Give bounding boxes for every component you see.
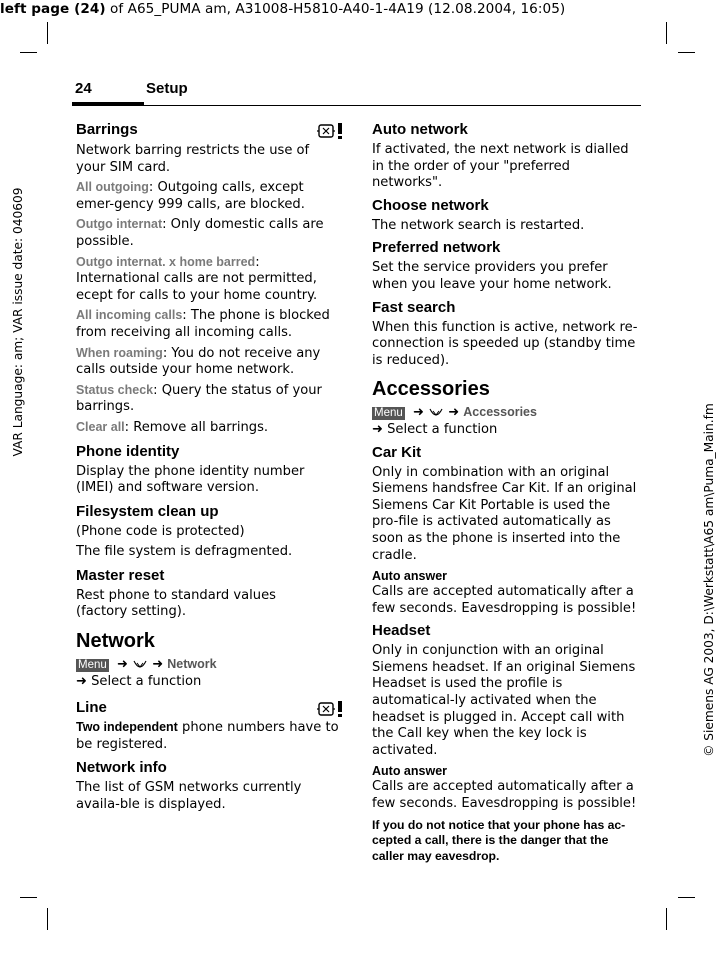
car-kit-title: Car Kit (372, 443, 422, 461)
choose-network-title: Choose network (372, 196, 489, 214)
car-kit-auto-answer-title: Auto answer (372, 569, 448, 584)
barring-item (76, 254, 342, 305)
print-info-bold: left page (24) (0, 1, 106, 17)
network-heading: Network (76, 630, 155, 653)
line-term: Two independent (76, 720, 178, 735)
print-info-line (0, 0, 713, 20)
network-info-title: Network info (76, 759, 167, 777)
var-language-note: VAR Language: am; VAR issue date: 040609 (11, 187, 25, 457)
network-menu-path (76, 656, 342, 674)
barrings-heading (76, 121, 342, 139)
barring-text: : You do not receive any calls outside your home network. (76, 345, 321, 378)
barring-text: : Only domestic calls are possible. (76, 217, 324, 249)
copyright-note: © Siemens AG 2003, D:\Werkstatt\A65 am\Puma_Main.fm (702, 403, 716, 757)
barring-term: Outgo internat. x home barred (76, 254, 256, 269)
arrow-icon: ➜ (152, 657, 164, 673)
headset-auto-answer-text: Calls are accepted automatically after a few seconds. Eavesdropping is possible! (372, 779, 637, 812)
barring-text: : Remove all barrings. (124, 419, 269, 435)
fast-search-title: Fast search (372, 298, 456, 316)
accessories-menu-path (372, 404, 638, 422)
master-reset-line1: Rest phone to standard values (76, 587, 276, 603)
car-kit-text: Only in combination with an original Siemens handsfree Car Kit. If an original Siemens Car Kit Portable is used the pro-file is activated automatically as soon as the phone is inserted into the cradle. (372, 464, 637, 563)
accessories-heading: Accessories (372, 378, 490, 401)
auto-network-text: If activated, the next network is dialled in the order of your "preferred networks". (372, 142, 629, 191)
barring-term: Outgo internat (76, 217, 163, 232)
network-select-text: Select a function (91, 673, 202, 689)
left-column (76, 121, 342, 814)
barring-text: : International calls are not permitted, ecept for calls to your home country. (76, 254, 318, 303)
print-info-rest: of A65_PUMA am, A31008-H5810-A40-1-4A19 (12.08.2004, 16:05) (105, 1, 566, 17)
header-rule (72, 105, 641, 106)
barring-text: : Outgoing calls, except emer-gency 999 calls, are blocked. (76, 180, 305, 212)
filesystem-title: Filesystem clean up (76, 502, 219, 520)
filesystem-line2: The file system is defragmented. (76, 544, 293, 560)
arrow-icon: ➜ (412, 405, 424, 421)
page-number: 24 (75, 80, 92, 97)
line-heading (76, 699, 342, 717)
crop-mark (20, 897, 37, 898)
barring-item (76, 345, 342, 379)
preferred-network-text: Set the service providers you prefer when you leave your home network. (372, 260, 612, 292)
headset-title: Headset (372, 622, 431, 640)
barrings-intro: Network barring restricts the use of your SIM card. (76, 143, 310, 175)
barring-text: : The phone is blocked from receiving all incoming calls. (76, 308, 330, 340)
line-title: Line (76, 699, 107, 717)
barring-text: : Query the status of your barrings. (76, 382, 322, 415)
arrow-icon: ➜ (448, 405, 460, 421)
navigation-key-icon (132, 659, 148, 671)
crop-mark (666, 22, 667, 44)
crop-mark (678, 897, 695, 898)
master-reset-line2: (factory setting). (76, 604, 187, 620)
sim-dependent-icon (316, 122, 346, 145)
barring-item (76, 216, 342, 250)
menu-key-badge: Menu (374, 407, 403, 420)
barring-term: Status check (76, 382, 154, 397)
phone-identity-title: Phone identity (76, 442, 180, 460)
barring-term: All outgoing (76, 180, 149, 195)
network-info-text: The list of GSM networks currently availa-ble is displayed. (76, 780, 302, 813)
barring-term: When roaming (76, 345, 163, 360)
master-reset-title: Master reset (76, 566, 165, 584)
filesystem-line1: (Phone code is protected) (76, 523, 245, 539)
section-title: Setup (146, 80, 188, 97)
menu-key-badge: Menu (78, 659, 107, 672)
right-column (372, 121, 638, 864)
car-kit-auto-answer-text: Calls are accepted automatically after a few seconds. Eavesdropping is possible! (372, 584, 637, 616)
accessories-select-line (372, 422, 638, 439)
fast-search-text: When this function is active, network re-connection is speeded up (standby time is reduced). (372, 319, 638, 368)
phone-identity-text: Display the phone identity number (IMEI) and software version. (76, 463, 305, 496)
line-text (76, 719, 342, 753)
crop-mark (47, 908, 48, 930)
network-path-term: Network (167, 657, 217, 672)
accessories-path-term: Accessories (463, 405, 537, 420)
arrow-icon: ➜ (372, 421, 383, 437)
arrow-icon: ➜ (76, 673, 87, 689)
barring-item (76, 382, 342, 416)
headset-text: Only in conjunction with an original Siemens headset. If an original Siemens Headset is used the profile is automatical-ly activated when the headset is plugged in. Accept call with the Call key when the key lock is activated. (372, 643, 636, 758)
crop-mark (20, 52, 37, 53)
headset-auto-answer-title: Auto answer (372, 764, 448, 779)
crop-mark (47, 22, 48, 44)
barring-item (76, 419, 342, 437)
barrings-title: Barrings (76, 121, 138, 138)
sim-dependent-icon (316, 700, 346, 723)
eavesdrop-warning: If you do not notice that your phone has ac-cepted a call, there is the danger that the caller may eavesdrop. (372, 817, 626, 863)
network-select-line (76, 674, 342, 691)
preferred-network-title: Preferred network (372, 239, 501, 257)
barring-term: Clear all (76, 419, 125, 434)
navigation-key-icon (428, 407, 444, 419)
crop-mark (678, 52, 695, 53)
auto-network-title: Auto network (372, 121, 468, 138)
crop-mark (666, 908, 667, 930)
barring-item (76, 179, 342, 213)
line-body: phone numbers have to be registered. (76, 720, 339, 752)
barring-term: All incoming calls (76, 308, 183, 323)
accessories-select-text: Select a function (387, 421, 498, 437)
choose-network-text: The network search is restarted. (372, 217, 585, 233)
barring-item (76, 307, 342, 341)
arrow-icon: ➜ (116, 657, 128, 673)
